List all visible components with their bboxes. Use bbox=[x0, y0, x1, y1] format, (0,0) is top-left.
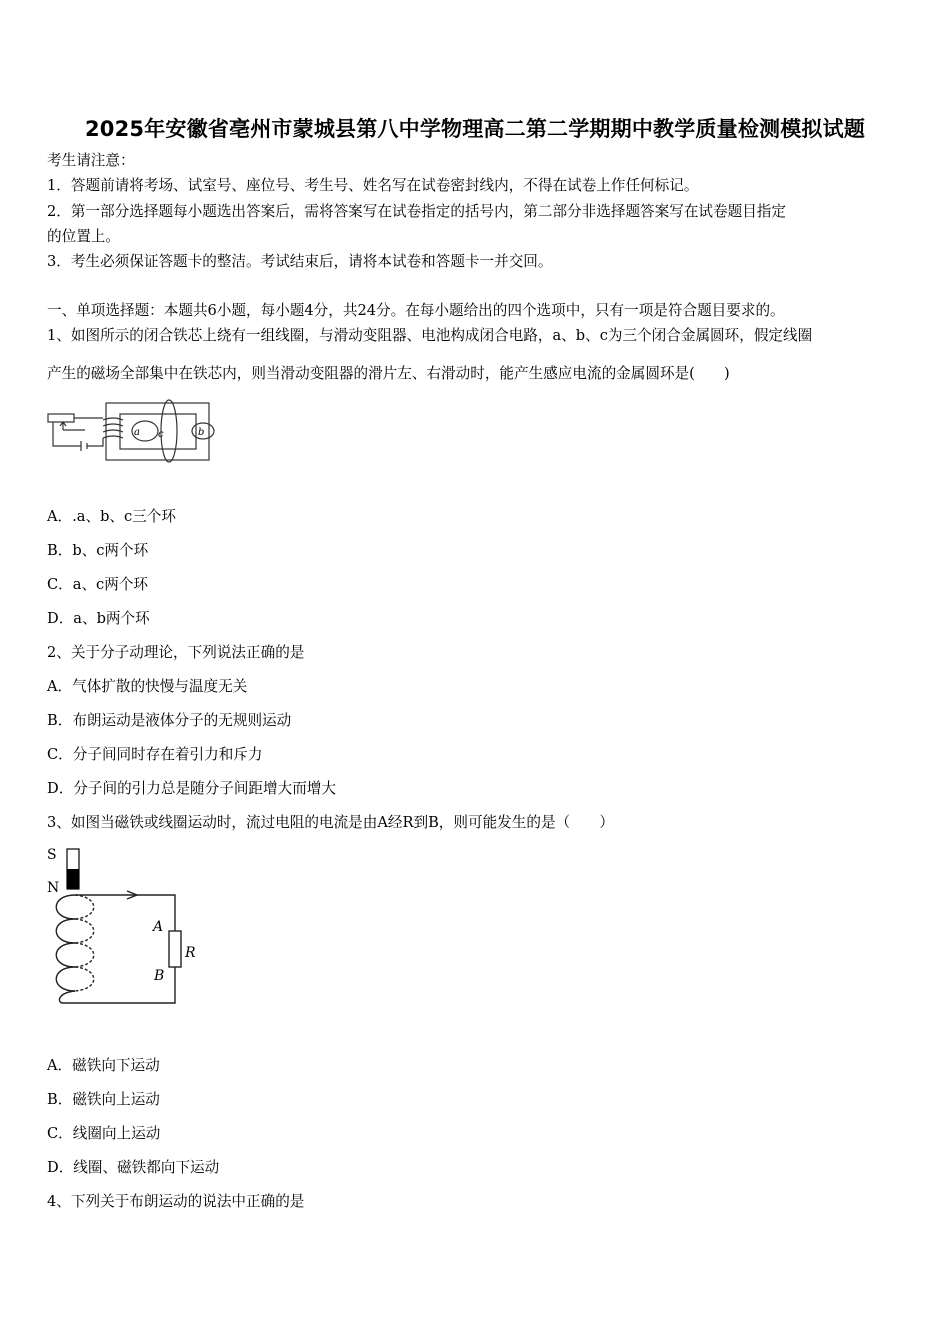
battery bbox=[81, 441, 87, 451]
label-resistor-r: R bbox=[185, 945, 196, 961]
magnet-n-pole bbox=[67, 869, 79, 889]
section-heading: 一、单项选择题：本题共6小题，每小题4分，共24分。在每小题给出的四个选项中，只有一项是符合题目要求的。 bbox=[47, 302, 785, 319]
page-title: 2025年安徽省亳州市蒙城县第八中学物理高二第二学期期中教学质量检测模拟试题 bbox=[84, 117, 866, 141]
label-n: N bbox=[47, 880, 60, 896]
magnet-coil-figure bbox=[45, 843, 200, 1013]
label-a: a bbox=[134, 427, 140, 438]
label-point-b: B bbox=[154, 968, 165, 984]
option-a: A．磁铁向下运动 bbox=[47, 1057, 160, 1074]
notice-item: 的位置上。 bbox=[47, 228, 120, 245]
option-b: B．磁铁向上运动 bbox=[47, 1091, 160, 1108]
option-d: D．分子间的引力总是随分子间距增大而增大 bbox=[47, 780, 336, 797]
question-3-stem: 3、如图当磁铁或线圈运动时，流过电阻的电流是由A经R到B，则可能发生的是（ ） bbox=[47, 814, 614, 831]
option-b: B．b、c两个环 bbox=[47, 542, 149, 559]
circuit-wire bbox=[63, 895, 175, 1003]
option-c: C．线圈向上运动 bbox=[47, 1125, 161, 1142]
label-b: b bbox=[198, 427, 205, 438]
iron-core-circuit-figure bbox=[45, 398, 220, 470]
option-b: B．布朗运动是液体分子的无规则运动 bbox=[47, 712, 292, 729]
notice-item: 2．第一部分选择题每小题选出答案后，需将答案写在试卷指定的括号内，第二部分非选择题答案写在试卷题目指定 bbox=[47, 203, 786, 220]
question-2-stem: 2、关于分子动理论，下列说法正确的是 bbox=[47, 644, 305, 661]
option-d: D．a、b两个环 bbox=[47, 610, 150, 627]
option-a: A．.a、b、c三个环 bbox=[47, 508, 176, 525]
resistor bbox=[169, 931, 181, 967]
notice-item: 1．答题前请将考场、试室号、座位号、考生号、姓名写在试卷密封线内，不得在试卷上作任何标记。 bbox=[47, 177, 699, 194]
notice-heading: 考生请注意： bbox=[47, 152, 135, 169]
question-1-stem-continued: 产生的磁场全部集中在铁芯内，则当滑动变阻器的滑片左、右滑动时，能产生感应电流的金属圆环是( ) bbox=[47, 365, 730, 382]
coil-front bbox=[56, 895, 75, 991]
label-s: S bbox=[47, 847, 57, 863]
question-4-stem: 4、下列关于布朗运动的说法中正确的是 bbox=[47, 1193, 305, 1210]
question-1-stem: 1、如图所示的闭合铁芯上绕有一组线圈，与滑动变阻器、电池构成闭合电路，a、b、c为三个闭合金属圆环，假定线圈 bbox=[47, 327, 813, 344]
label-c: c bbox=[158, 429, 164, 440]
coil-back bbox=[75, 895, 94, 991]
option-d: D．线圈、磁铁都向下运动 bbox=[47, 1159, 220, 1176]
option-c: C．a、c两个环 bbox=[47, 576, 149, 593]
option-c: C．分子间同时存在着引力和斥力 bbox=[47, 746, 263, 763]
label-point-a: A bbox=[153, 919, 164, 935]
rheostat bbox=[48, 414, 74, 422]
option-a: A．气体扩散的快慢与温度无关 bbox=[47, 678, 248, 695]
notice-item: 3．考生必须保证答题卡的整洁。考试结束后，请将本试卷和答题卡一并交回。 bbox=[47, 253, 553, 270]
slider-arrow bbox=[60, 422, 66, 430]
coil-lead bbox=[59, 991, 75, 1003]
